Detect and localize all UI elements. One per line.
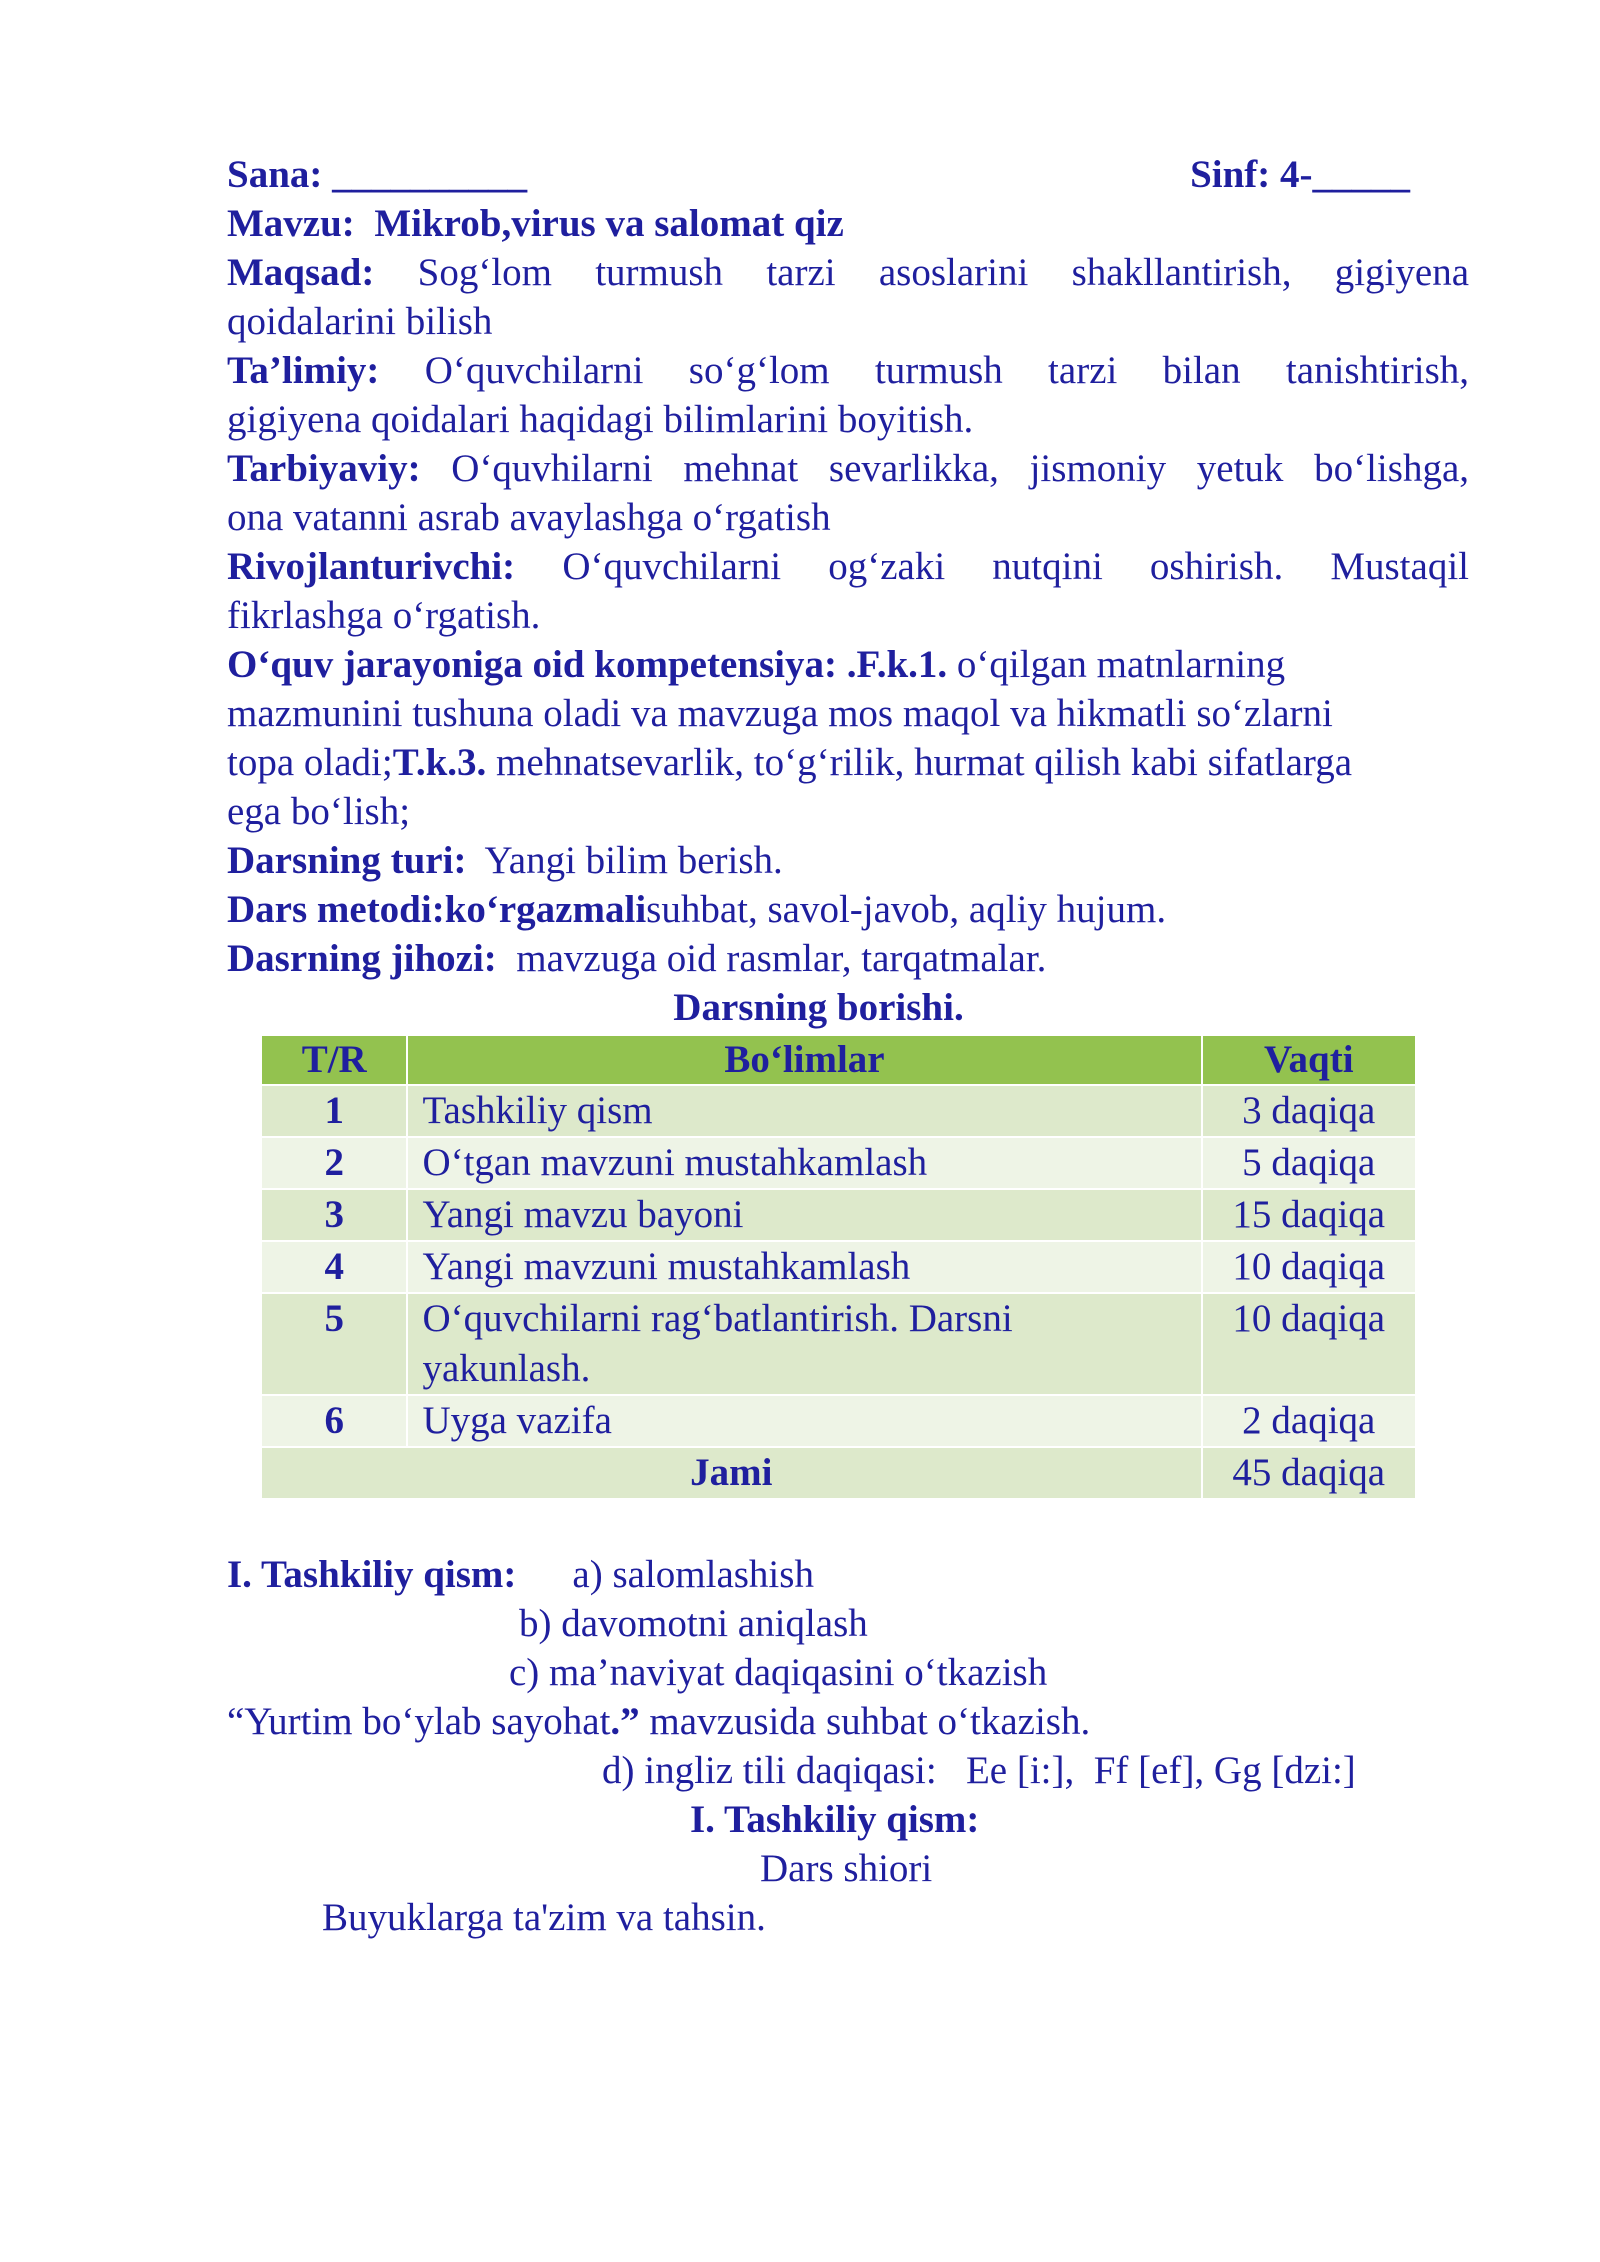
quote-part-b: .” (610, 1700, 640, 1743)
row-section: Tashkiliy qism (407, 1085, 1201, 1137)
organizational-item-b: b) davomotni aniqlash (519, 1602, 868, 1645)
organizational-label: I. Tashkiliy qism: (227, 1553, 517, 1596)
row-number: 4 (261, 1241, 407, 1293)
header-sections: Bo‘limlar (407, 1035, 1201, 1085)
row-section: Yangi mavzu bayoni (407, 1189, 1201, 1241)
goal-line-1 (227, 248, 1469, 297)
equipment-value: mavzuga oid rasmlar, tarqatmalar. (516, 937, 1047, 980)
table-row (261, 1293, 1416, 1395)
goal-label: Maqsad: (227, 251, 375, 294)
date-field: Sana: __________ (227, 153, 528, 196)
topic-value: Mikrob,virus va salomat qiz (374, 202, 844, 245)
row-time: 3 daqiqa (1202, 1085, 1417, 1137)
equipment-label: Dasrning jihozi: (227, 937, 497, 980)
row-time: 5 daqiqa (1202, 1137, 1417, 1189)
lesson-type-label: Darsning turi: (227, 839, 467, 882)
equipment-line (227, 934, 1469, 983)
goal-line-2: qoidalarini bilish (227, 300, 493, 343)
row-number: 2 (261, 1137, 407, 1189)
competence-code-2: T.k.3. (392, 741, 487, 784)
organizational-item-d: d) ingliz tili daqiqasi: Ee [i:], Ff [ef], Gg [dzi:] (602, 1749, 1356, 1792)
educational-line-1 (227, 346, 1469, 395)
row-time: 15 daqiqa (1202, 1189, 1417, 1241)
row-section: Yangi mavzuni mustahkamlash (407, 1241, 1201, 1293)
spacer (227, 1500, 1469, 1550)
row-time: 10 daqiqa (1202, 1241, 1417, 1293)
goal-text-1: Sog‘lom turmush tarzi asoslarini shakllantirish, gigiyena (417, 251, 1469, 294)
competence-line-1 (227, 640, 1469, 689)
row-section: O‘quvchilarni rag‘batlantirish. Darsni yakunlash. (407, 1293, 1201, 1395)
upbringing-text-1: O‘quvhilarni mehnat sevarlikka, jismoniy yetuk bo‘lishga, (451, 447, 1470, 490)
competence-text-3b: mehnatsevarlik, to‘g‘rilik, hurmat qilish kabi sifatlarga (496, 741, 1353, 784)
row-time: 2 daqiqa (1202, 1395, 1417, 1447)
table-title: Darsning borishi. (673, 986, 964, 1029)
developmental-label: Rivojlanturivchi: (227, 545, 516, 588)
table-header-row (261, 1035, 1416, 1085)
row-number: 6 (261, 1395, 407, 1447)
header-tr: T/R (261, 1035, 407, 1085)
upbringing-line-1 (227, 444, 1469, 493)
lesson-method-label: Dars metodi:ko‘rgazmali (227, 888, 647, 931)
upbringing-line-2: ona vatanni asrab avaylashga o‘rgatish (227, 496, 831, 539)
total-label: Jami (261, 1447, 1202, 1499)
organizational-line (227, 1550, 1469, 1599)
class-field: Sinf: 4-_____ (1190, 153, 1410, 196)
educational-label: Ta’limiy: (227, 349, 380, 392)
table-row (261, 1395, 1416, 1447)
educational-text-1: O‘quvchilarni so‘g‘lom turmush tarzi bilan tanishtirish, (424, 349, 1470, 392)
table-total-row (261, 1447, 1416, 1499)
row-section: Uyga vazifa (407, 1395, 1201, 1447)
row-number: 5 (261, 1293, 407, 1395)
upbringing-label: Tarbiyaviy: (227, 447, 421, 490)
competence-label: O‘quv jarayoniga oid kompetensiya: (227, 643, 837, 686)
lesson-type-line (227, 836, 1469, 885)
motto-title: Dars shiori (760, 1847, 933, 1890)
quote-part-a: “Yurtim bo‘ylab sayohat (227, 1700, 611, 1743)
quote-part-c: mavzusida suhbat o‘tkazish. (639, 1700, 1091, 1743)
competence-line-3 (227, 738, 1469, 787)
lesson-type-value: Yangi bilim berish. (484, 839, 783, 882)
organizational-item-a: a) salomlashish (572, 1553, 814, 1596)
competence-text-3a: topa oladi; (227, 741, 393, 784)
developmental-text-1: O‘quvchilarni og‘zaki nutqini oshirish. Mustaqil (562, 545, 1469, 588)
row-number: 3 (261, 1189, 407, 1241)
competence-text-1: o‘qilgan matnlarning (956, 643, 1286, 686)
motto-text: Buyuklarga ta'zim va tahsin. (322, 1896, 766, 1939)
table-row (261, 1241, 1416, 1293)
table-row (261, 1085, 1416, 1137)
lesson-method-value: suhbat, savol-javob, aqliy hujum. (646, 888, 1167, 931)
table-row (261, 1137, 1416, 1189)
row-number: 1 (261, 1085, 407, 1137)
lesson-schedule-table (260, 1034, 1417, 1500)
organizational-heading-2: I. Tashkiliy qism: (690, 1798, 980, 1841)
row-time: 10 daqiqa (1202, 1293, 1417, 1395)
organizational-quote (227, 1697, 1469, 1746)
topic-label: Mavzu: (227, 202, 355, 245)
table-row (261, 1189, 1416, 1241)
header-row (227, 150, 1410, 199)
competence-line-2: mazmunini tushuna oladi va mavzuga mos maqol va hikmatli so‘zlarni (227, 692, 1333, 735)
developmental-line-2: fikrlashga o‘rgatish. (227, 594, 541, 637)
lesson-method-line (227, 885, 1469, 934)
total-time: 45 daqiqa (1202, 1447, 1417, 1499)
competence-code-1: .F.k.1. (846, 643, 948, 686)
row-section: O‘tgan mavzuni mustahkamlash (407, 1137, 1201, 1189)
organizational-item-c: c) ma’naviyat daqiqasini o‘tkazish (509, 1651, 1048, 1694)
topic-line (227, 199, 1469, 248)
educational-line-2: gigiyena qoidalari haqidagi bilimlarini boyitish. (227, 398, 974, 441)
lesson-plan (227, 150, 1469, 1942)
header-time: Vaqti (1202, 1035, 1417, 1085)
developmental-line-1 (227, 542, 1469, 591)
competence-line-4: ega bo‘lish; (227, 790, 411, 833)
